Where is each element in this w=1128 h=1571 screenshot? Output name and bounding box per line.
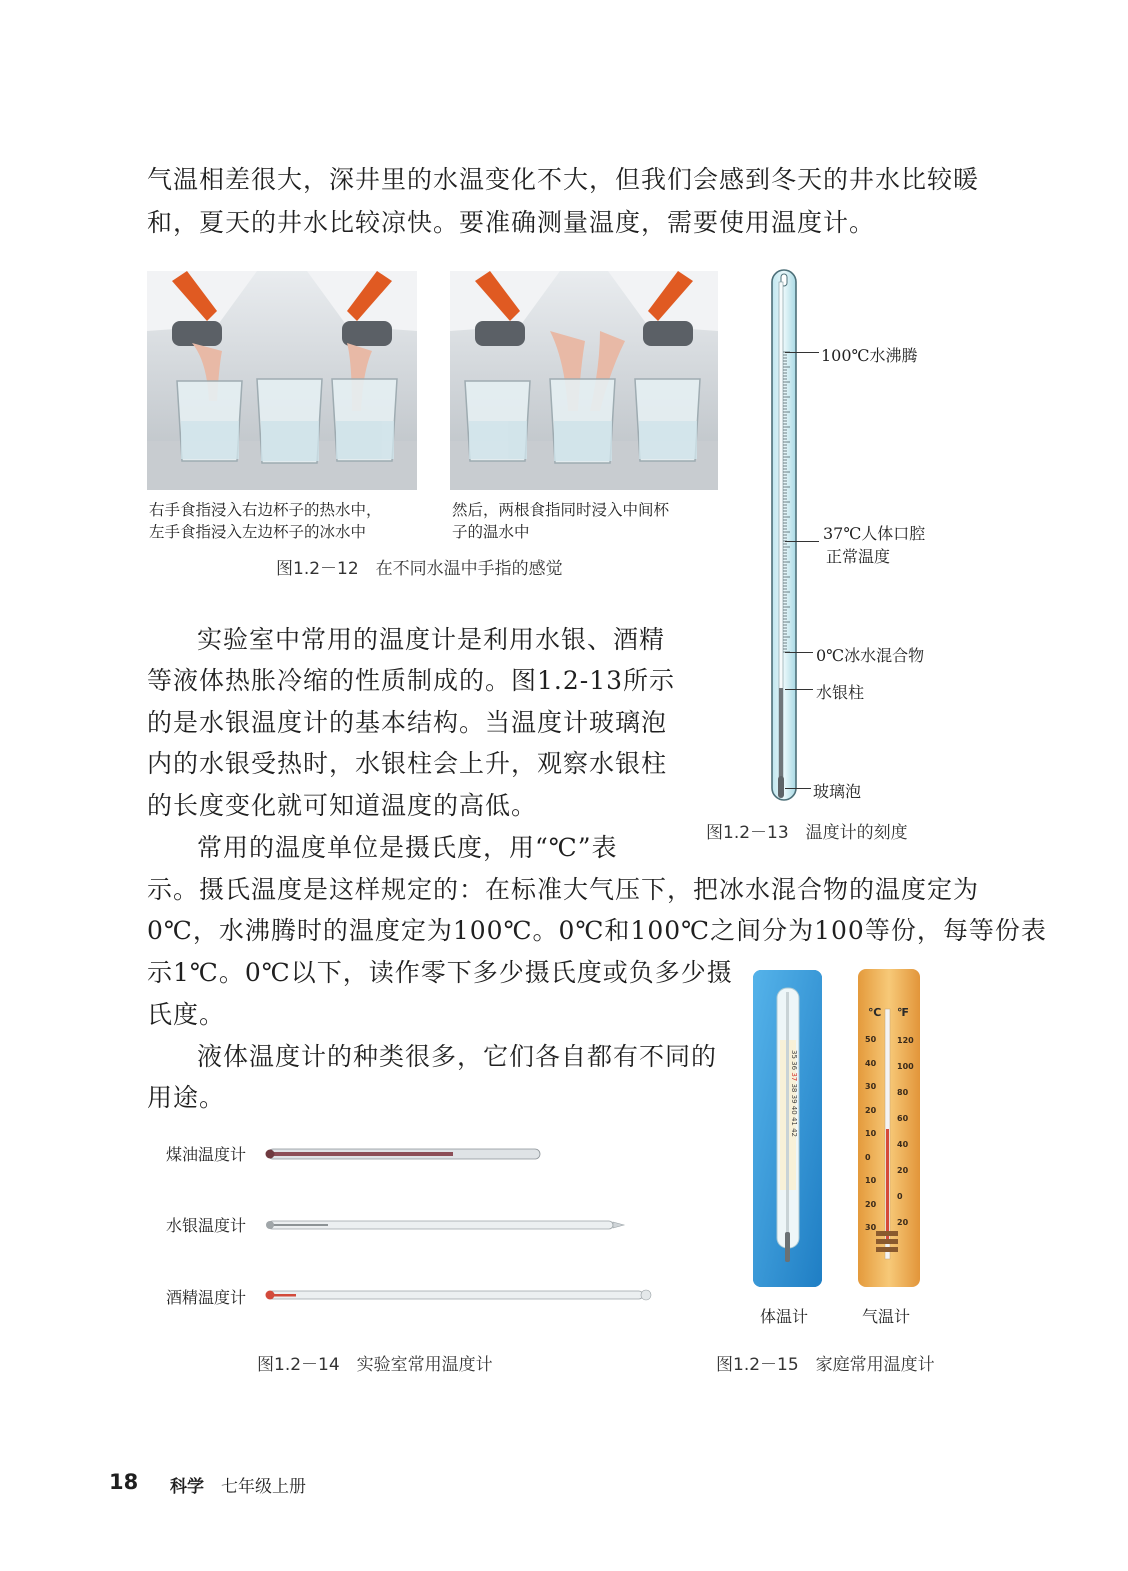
leader-line	[785, 652, 813, 653]
air-celsius-scale: 50 40 30 20 10 0 10 20 30	[865, 1035, 877, 1232]
fig15-title: 图1.2－15 家庭常用温度计	[716, 1355, 935, 1375]
mercury-thermometer-image	[262, 1216, 628, 1228]
air-thermometer-label: 气温计	[862, 1307, 911, 1326]
text-line: 常用的温度单位是摄氏度，用“℃”表	[197, 833, 618, 862]
leader-line	[785, 352, 819, 353]
subject-name: 科学	[170, 1477, 204, 1497]
label-body-temperature: 37℃人体口腔	[823, 524, 926, 543]
hands-photo-left	[147, 271, 417, 490]
clinical-scale	[776, 1050, 806, 1180]
mercury-thermometer-label: 水银温度计	[166, 1216, 247, 1235]
fig14-title: 图1.2－14 实验室常用温度计	[257, 1355, 493, 1375]
text-line: 示。摄氏温度是这样规定的：在标准大气压下，把冰水混合物的温度定为	[147, 875, 980, 904]
label-glass-bulb: 玻璃泡	[813, 782, 862, 801]
text-line: 示1℃。0℃以下，读作零下多少摄氏度或负多少摄	[147, 958, 733, 987]
air-fahrenheit-scale: 120 100 80 60 40 20 0 20	[897, 1036, 914, 1227]
clinical-scale-text: 35 36 37 38 39 40 41 42	[790, 1050, 798, 1138]
fig12-left-caption-line: 左手食指浸入左边杯子的冰水中	[149, 523, 367, 541]
fig12-right-caption-line: 子的温水中	[452, 523, 530, 541]
label-body-temperature-2: 正常温度	[826, 547, 891, 566]
celsius-unit: ℃	[868, 1006, 882, 1019]
text-line: 液体温度计的种类很多，它们各自都有不同的	[197, 1042, 718, 1071]
label-boiling-point: 100℃水沸腾	[821, 346, 918, 365]
page-number: 18	[109, 1470, 139, 1494]
label-ice-point: 0℃冰水混合物	[816, 646, 925, 665]
fig13-title: 图1.2－13 温度计的刻度	[706, 823, 908, 843]
text-line: 实验室中常用的温度计是利用水银、酒精	[197, 625, 666, 654]
fig12-title: 图1.2－12 在不同水温中手指的感觉	[276, 559, 563, 579]
fig12-left-caption-line: 右手食指浸入右边杯子的热水中，	[149, 501, 382, 519]
text-line: 0℃，水沸腾时的温度定为100℃。0℃和100℃之间分为100等份，每等份表	[147, 916, 1047, 945]
leader-line	[785, 541, 819, 542]
kerosene-thermometer-label: 煤油温度计	[166, 1145, 247, 1164]
text-line: 的长度变化就可知道温度的高低。	[147, 791, 538, 820]
clinical-thermometer-label: 体温计	[760, 1307, 809, 1326]
text-line: 内的水银受热时，水银柱会上升，观察水银柱	[147, 749, 668, 778]
alcohol-thermometer-image	[262, 1287, 654, 1301]
mercury-thermometer-diagram	[765, 268, 805, 808]
text-line: 用途。	[147, 1083, 226, 1112]
text-line: 的是水银温度计的基本结构。当温度计玻璃泡	[147, 708, 668, 737]
leader-line	[785, 788, 811, 789]
hands-photo-right	[450, 271, 718, 490]
book-name: 七年级上册	[221, 1477, 306, 1497]
text-line: 气温相差很大，深井里的水温变化不大，但我们会感到冬天的井水比较暖	[147, 165, 980, 194]
text-line: 等液体热胀冷缩的性质制成的。图1.2-13所示	[147, 666, 676, 695]
kerosene-thermometer-image	[262, 1145, 542, 1157]
fig12-right-caption-line: 然后，两根食指同时浸入中间杯	[452, 501, 670, 519]
text-line: 氏度。	[147, 1000, 226, 1029]
alcohol-thermometer-label: 酒精温度计	[166, 1288, 247, 1307]
fahrenheit-unit: ℉	[897, 1006, 909, 1019]
leader-line	[785, 689, 813, 690]
label-mercury-column: 水银柱	[816, 683, 865, 702]
text-line: 和，夏天的井水比较凉快。要准确测量温度，需要使用温度计。	[147, 208, 876, 237]
